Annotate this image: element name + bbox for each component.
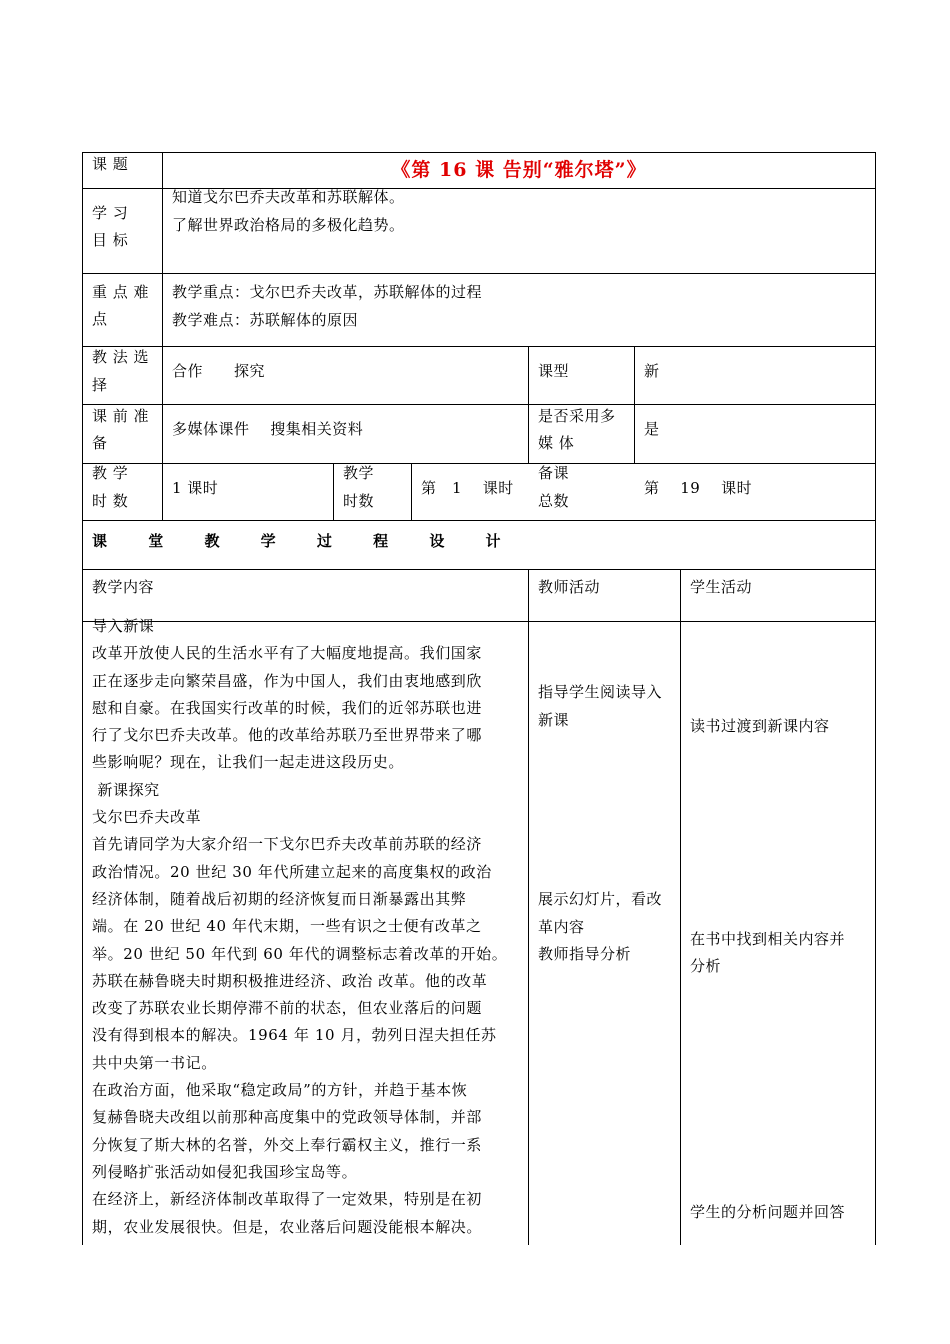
teacher-activity: 革内容: [538, 918, 585, 936]
table-rule: [82, 404, 876, 405]
hours-label: 时 数: [92, 492, 129, 510]
teacher-activity: 教师指导分析: [538, 945, 632, 963]
multimedia-label: 媒 体: [538, 434, 575, 452]
content-line: 慰和自豪。在我国实行改革的时候，我们的近邻苏联也进: [92, 698, 483, 717]
content-line: 共中央第一书记。: [92, 1053, 217, 1072]
column-header-content: 教学内容: [92, 578, 155, 596]
total-label: 总数: [538, 492, 570, 510]
content-line: 首先请同学为大家介绍一下戈尔巴乔夫改革前苏联的经济: [92, 835, 483, 854]
content-line: 期，农业发展很快。但是，农业落后问题没能根本解决。: [92, 1217, 483, 1236]
difficult-point-text: 教学难点：苏联解体的原因: [172, 311, 359, 329]
table-rule: [333, 463, 334, 521]
content-line: 复赫鲁晓夫改组以前那种高度集中的党政领导体制，并部: [92, 1108, 483, 1127]
table-rule: [875, 152, 876, 1245]
objectives-label: 目 标: [92, 231, 129, 249]
objective-text: 知道戈尔巴乔夫改革和苏联解体。: [172, 188, 405, 206]
content-line: 苏联在赫鲁晓夫时期积极推进经济、政治 改革。他的改革: [92, 971, 488, 990]
content-line: 些影响呢？现在，让我们一起走进这段历史。: [92, 753, 405, 772]
column-header-student: 学生活动: [690, 578, 753, 596]
table-rule: [82, 569, 876, 570]
objective-text: 了解世界政治格局的多极化趋势。: [172, 216, 405, 234]
content-line: 正在逐步走向繁荣昌盛，作为中国人，我们由衷地感到欣: [92, 671, 483, 690]
lesson-title: 《第 16 课 告别“雅尔塔”》: [391, 159, 647, 181]
table-rule: [634, 346, 635, 464]
multimedia-value: 是: [644, 420, 660, 438]
lesson-type-label: 课型: [538, 362, 570, 380]
content-line: 行了戈尔巴乔夫改革。他的改革给苏联乃至世界带来了哪: [92, 726, 483, 745]
total-value: 第 19 课时: [644, 479, 753, 497]
objectives-label: 学 习: [92, 204, 129, 222]
content-line: 分恢复了斯大林的名誉，外交上奉行霸权主义，推行一系: [92, 1135, 483, 1154]
session-label: 教学: [343, 464, 375, 482]
table-rule: [82, 152, 876, 153]
key-points-label: 点: [92, 310, 108, 328]
subject-label: 课 题: [92, 155, 129, 173]
content-line: 政治情况。20 世纪 30 年代所建立起来的高度集权的政治: [92, 862, 492, 881]
intro-heading: 导入新课: [92, 617, 155, 635]
preparation-label: 备: [92, 434, 108, 452]
content-line: 没有得到根本的解决。1964 年 10 月，勃列日涅夫担任苏: [92, 1026, 497, 1045]
content-line: 列侵略扩张活动如侵犯我国珍宝岛等。: [92, 1162, 358, 1181]
new-lesson-heading: 新课探究: [92, 780, 160, 799]
table-rule: [82, 520, 876, 521]
content-line: 在经济上，新经济体制改革取得了一定效果，特别是在初: [92, 1190, 483, 1209]
total-label: 备课: [538, 464, 570, 482]
content-line: 经济体制，随着战后初期的经济恢复而日渐暴露出其弊: [92, 889, 467, 908]
content-line: 在政治方面，他采取“稳定政局”的方针，并趋于基本恢: [92, 1081, 468, 1100]
table-rule: [162, 152, 163, 521]
key-points-label: 重 点 难: [92, 283, 150, 301]
section-title: 课 堂 教 学 过 程 设 计: [92, 532, 519, 550]
student-activity: 读书过渡到新课内容: [690, 717, 830, 735]
method-label: 教 法 选: [92, 348, 150, 366]
key-point-text: 教学重点：戈尔巴乔夫改革，苏联解体的过程: [172, 283, 483, 301]
teacher-activity: 新课: [538, 711, 570, 729]
table-rule: [411, 463, 412, 521]
teacher-activity: 指导学生阅读导入: [538, 683, 663, 701]
table-rule: [680, 569, 681, 1245]
hours-label: 教 学: [92, 464, 129, 482]
method-label: 择: [92, 376, 108, 394]
hours-value: 1 课时: [172, 479, 219, 497]
student-activity: 学生的分析问题并回答: [690, 1203, 846, 1221]
student-activity: 分析: [690, 957, 722, 975]
table-rule: [82, 152, 83, 1245]
content-line: 改变了苏联农业长期停滞不前的状态，但农业落后的问题: [92, 999, 483, 1018]
teacher-activity: 展示幻灯片，看改: [538, 890, 663, 908]
content-line: 端。在 20 世纪 40 年代末期，一些有识之士便有改革之: [92, 917, 482, 936]
content-line: 举。20 世纪 50 年代到 60 年代的调整标志着改革的开始。: [92, 944, 508, 963]
content-body: [92, 613, 532, 1241]
method-value: 合作 探究: [172, 362, 266, 380]
session-label: 时数: [343, 492, 375, 510]
table-rule: [82, 463, 876, 464]
multimedia-label: 是否采用多: [538, 407, 616, 425]
student-activity: 在书中找到相关内容并: [690, 930, 846, 948]
preparation-value: 多媒体课件 搜集相关资料: [172, 420, 364, 438]
table-rule: [82, 273, 876, 274]
table-rule: [528, 346, 529, 464]
topic-heading: 戈尔巴乔夫改革: [92, 808, 202, 827]
session-value: 第 1 课时: [421, 479, 514, 497]
column-header-teacher: 教师活动: [538, 578, 601, 596]
lesson-type-value: 新: [644, 362, 660, 380]
preparation-label: 课 前 准: [92, 407, 150, 425]
content-line: 改革开放使人民的生活水平有了大幅度地提高。我们国家: [92, 644, 483, 663]
table-rule: [82, 346, 876, 347]
